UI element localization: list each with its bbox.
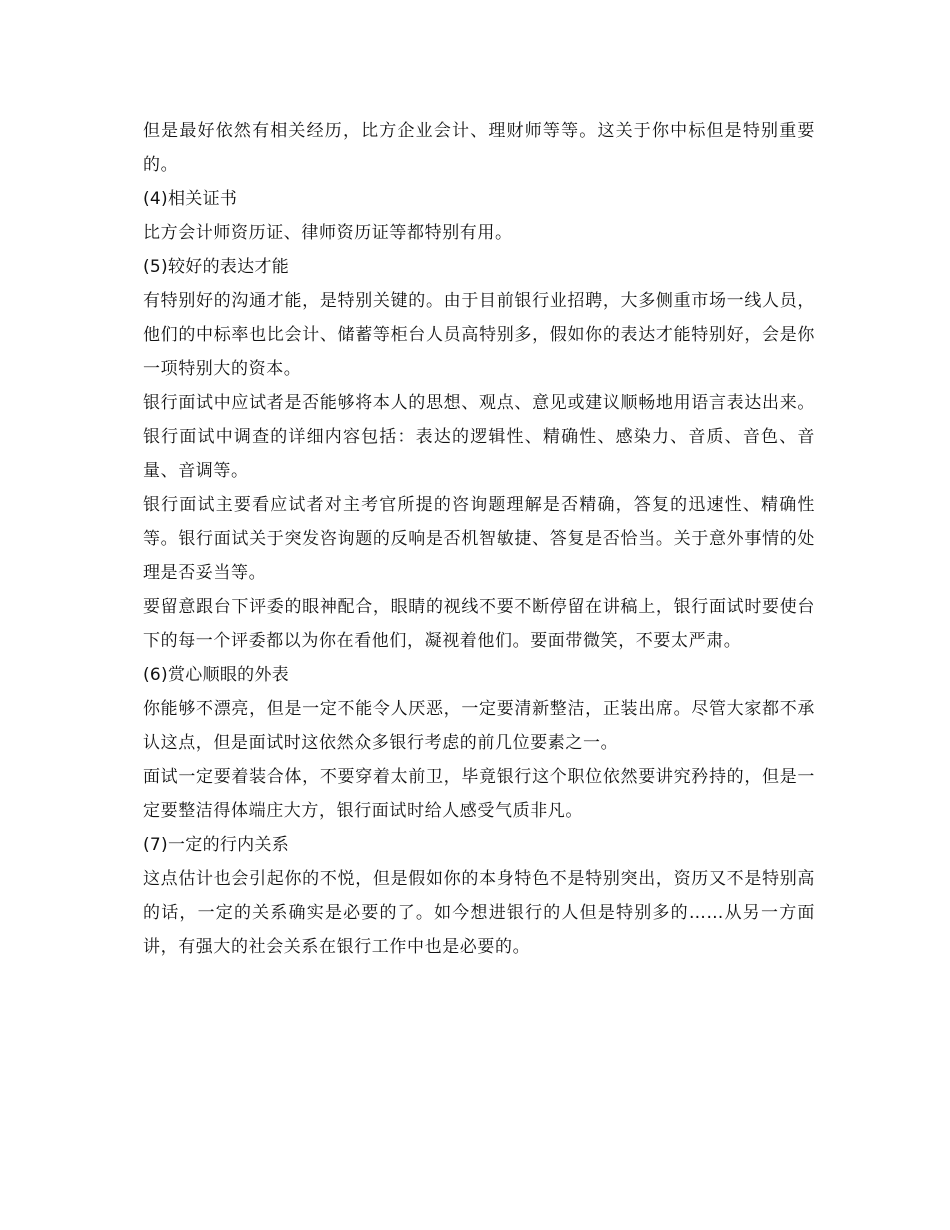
paragraph-experience: 但是最好依然有相关经历，比方企业会计、理财师等等。这关于你中标但是特别重要的。: [143, 121, 815, 175]
section-heading-appearance: (6)赏心顺眼的外表: [143, 665, 290, 685]
paragraph-communication: 有特别好的沟通才能，是特别关键的。由于目前银行业招聘，大多侧重市场一线人员，他们的中标率也比会计、储蓄等柜台人员高特别多，假如你的表达才能特别好，会是你一项特别大的资本。: [143, 291, 815, 379]
paragraph-understanding: 银行面试主要看应试者对主考官所提的咨询题理解是否精确，答复的迅速性、精确性等。银行面试关于突发咨询题的反响是否机智敏捷、答复是否恰当。关于意外事情的处理是否妥当等。: [143, 495, 815, 583]
document-body: [143, 114, 815, 964]
paragraph-certificates: 比方会计师资历证、律师资历证等都特别有用。: [143, 223, 513, 243]
paragraph-relations: 这点估计也会引起你的不悦，但是假如你的本身特色不是特别突出，资历又不是特别高的话，一定的关系确实是必要的了。如今想进银行的人但是特别多的……从另一方面讲，有强大的社会关系在银行工作中也是必要的。: [143, 869, 815, 957]
section-heading-relations: (7)一定的行内关系: [143, 835, 290, 855]
section-heading-expression: (5)较好的表达才能: [143, 257, 290, 277]
paragraph-expression-content: 银行面试中应试者是否能够将本人的思想、观点、意见或建议顺畅地用语言表达出来。银行面试中调查的详细内容包括：表达的逻辑性、精确性、感染力、音质、音色、音量、音调等。: [143, 393, 815, 481]
paragraph-dress: 面试一定要着装合体，不要穿着太前卫，毕竟银行这个职位依然要讲究矜持的，但是一定要整洁得体端庄大方，银行面试时给人感受气质非凡。: [143, 767, 815, 821]
section-heading-certificates: (4)相关证书: [143, 189, 238, 209]
paragraph-eye-contact: 要留意跟台下评委的眼神配合，眼睛的视线不要不断停留在讲稿上，银行面试时要使台下的每一个评委都以为你在看他们，凝视着他们。要面带微笑，不要太严肃。: [143, 597, 815, 651]
paragraph-appearance: 你能够不漂亮，但是一定不能令人厌恶，一定要清新整洁，正装出席。尽管大家都不承认这点，但是面试时这依然众多银行考虑的前几位要素之一。: [143, 699, 815, 753]
